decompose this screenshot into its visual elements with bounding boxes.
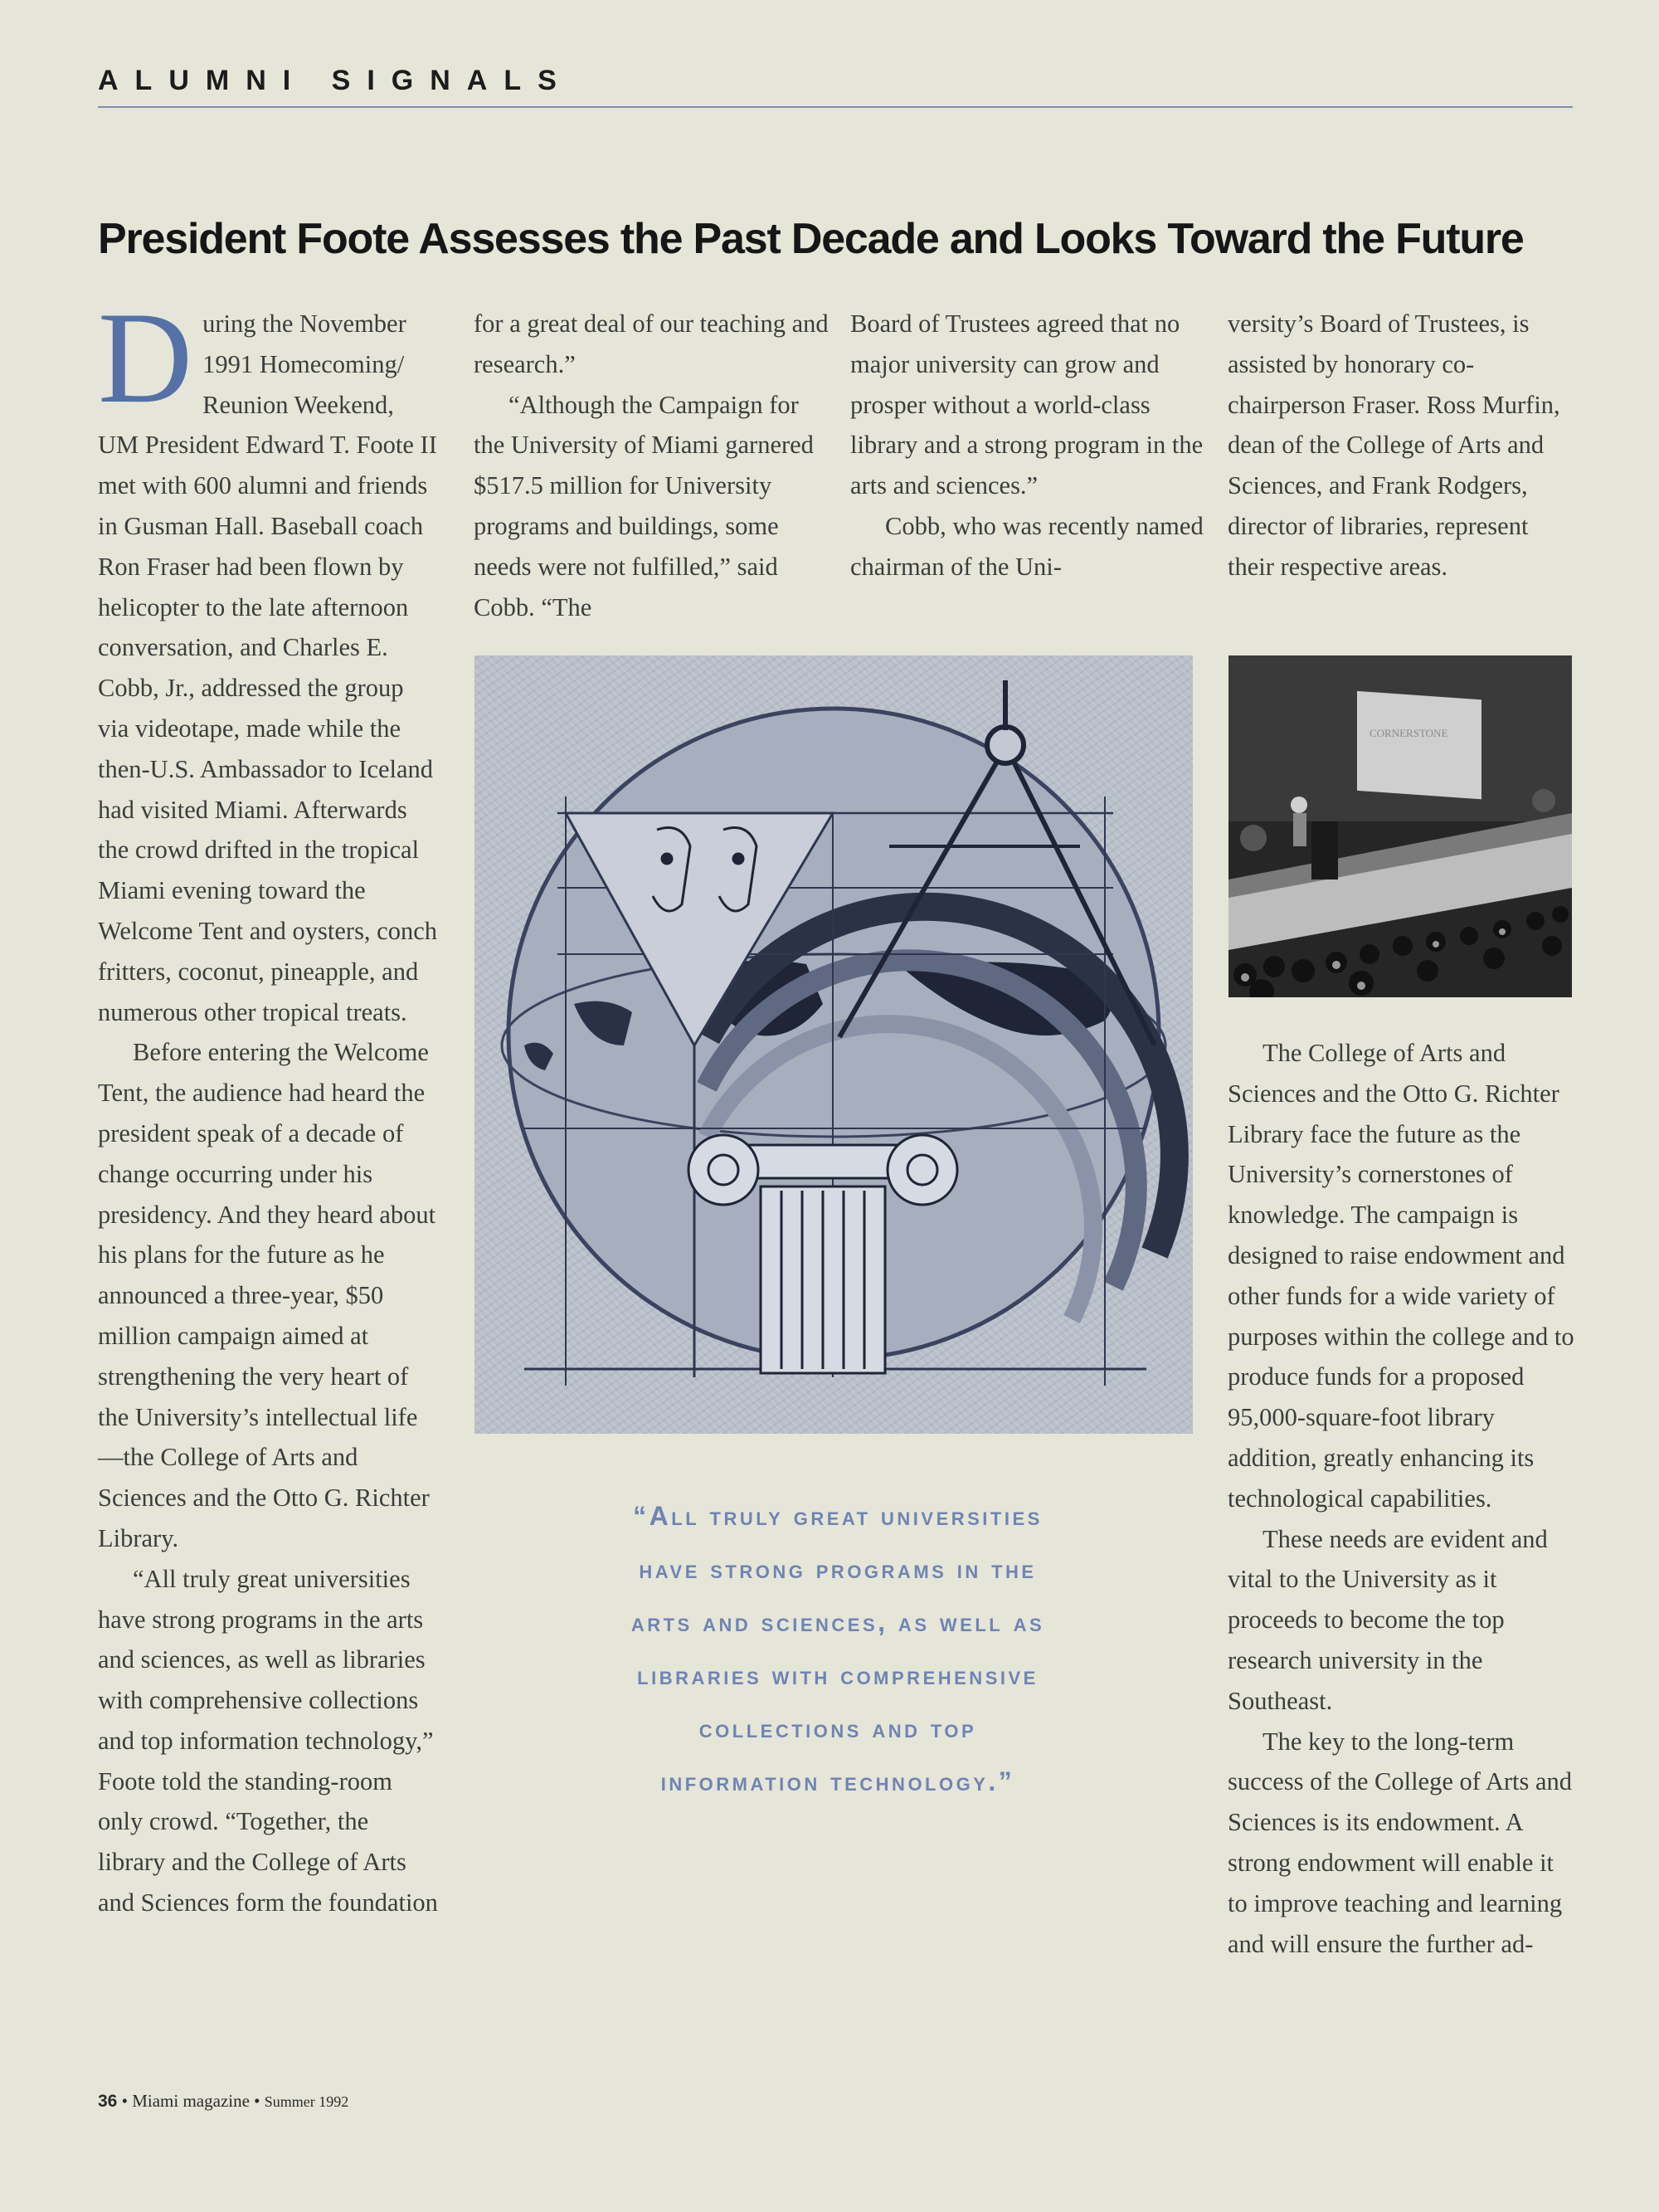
page-number: 36 xyxy=(98,2092,118,2111)
paragraph: Board of Trustees agreed that no major university can grow and prosper without a world-class library and a strong program in the arts and sciences.” xyxy=(850,309,1204,500)
paragraph: Before entering the Welcome Tent, the audience had heard the president speak of a decade of change occurring under his presidency. And they heard about his plans for the future as he announced a three-year, $50 million campaign aimed at strengthening the very heart of the University’s intellectual life—the College of Arts and Sciences and the Otto G. Richter Library. xyxy=(98,1038,436,1552)
paragraph: versity’s Board of Trustees, is assisted by honorary co-chairperson Fraser. Ross Murfin, dean of the College of Arts and Sciences, and Frank Rodgers, director of libraries, represent their respective areas. xyxy=(1228,309,1560,581)
projection-screen xyxy=(1357,691,1481,799)
paragraph: The key to the long-term success of the College of Arts and Sciences is its endowment. A strong endowment will enable it to improve teaching and learning and will ensure the further ad- xyxy=(1228,1727,1573,1958)
paragraph: uring the November 1991 Homecoming/ Reunion Weekend, UM President Edward T. Foote II met with 600 alumni and friends in Gusman Hall. Baseball coach Ron Fraser had been flown by helicopter to the late afternoon conversation, and Charles E. Cobb, Jr., addressed the group via videotape, made while the then-U.S. Ambassador to Iceland had visited Miami. Afterwards the crowd drifted in the tropical Miami evening toward the Welcome Tent and oysters, conch fritters, coconut, pineapple, and numerous other tropical treats. xyxy=(98,309,438,1026)
paragraph: for a great deal of our teaching and research.” xyxy=(474,309,829,378)
folio xyxy=(98,2091,348,2112)
paragraph: “All truly great universities have strong programs in the arts and sciences, as well as libraries with comprehensive collections and top information technology,” Foote told the standing-room only crowd. “Together, the library and the College of Arts and Sciences form the foundation xyxy=(98,1564,438,1917)
folio-separator: • xyxy=(121,2091,133,2111)
screen-text: CORNERSTONE xyxy=(1370,727,1448,739)
pull-quote: “All truly great universities have strong programs in the arts and sciences, as well as libraries with comprehensive collections and top information technology.” xyxy=(630,1501,1045,1796)
stage-photo xyxy=(1228,655,1572,997)
section-label: ALUMNI SIGNALS xyxy=(98,65,573,96)
paragraph: The College of Arts and Sciences and the Otto G. Richter Library face the future as the University’s cornerstones of knowledge. The campaign is designed to raise endowment and other funds for a wide variety of purposes within the college and to produce funds for a proposed 95,000-square-foot library addition, greatly enhancing its technological capabilities. xyxy=(1228,1039,1574,1513)
paragraph: “Although the Campaign for the University of Miami garnered $517.5 million for University programs and buildings, some needs were not fulfilled,” said Cobb. “The xyxy=(474,390,814,621)
drop-cap: D xyxy=(98,285,193,431)
header-rule xyxy=(98,106,1573,108)
magazine-name: Miami magazine xyxy=(132,2091,250,2111)
paragraph: These needs are evident and vital to the University as it proceeds to become the top research university in the Southeast. xyxy=(1228,1524,1548,1715)
illustration xyxy=(474,655,1193,1434)
text-column-4-bottom xyxy=(1228,1033,1576,1964)
paragraph: Cobb, who was recently named chairman of the Uni- xyxy=(850,511,1204,581)
issue-date: Summer 1992 xyxy=(264,2093,349,2110)
headline: President Foote Assesses the Past Decade and Looks Toward the Future xyxy=(98,215,1524,263)
folio-separator: • xyxy=(254,2091,265,2111)
text-column-3 xyxy=(850,304,1205,587)
text-column-4-top xyxy=(1228,304,1576,587)
text-column-2 xyxy=(474,304,830,627)
text-column-1 xyxy=(98,285,440,1923)
